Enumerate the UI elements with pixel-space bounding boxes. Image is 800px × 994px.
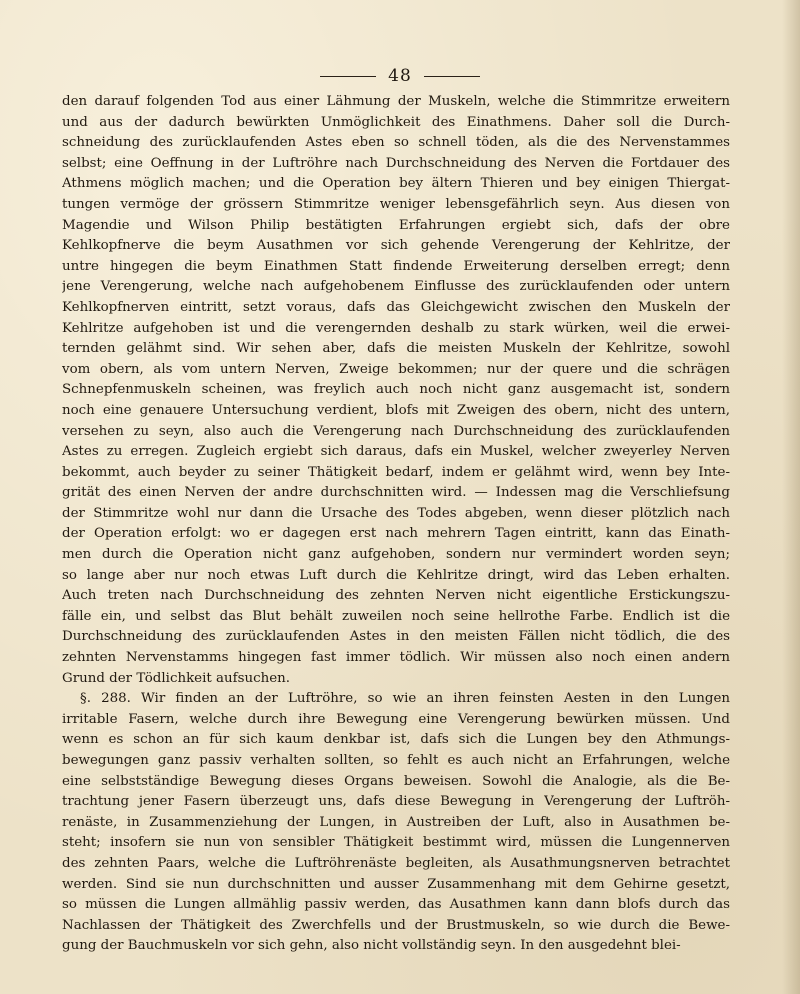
- page-edge-shadow: [782, 0, 800, 994]
- text-line: so lange aber nur noch etwas Luft durch die Kehlritze dringt, wird das Leben erhalten.: [62, 567, 730, 583]
- text-line: Athmens möglich machen; und die Operation bey ältern Thieren und bey einigen Thiergat-: [62, 176, 730, 192]
- paragraph-1: [62, 92, 730, 689]
- text-line: Nachlassen der Thätigkeit des Zwerchfells und der Brustmuskeln, so wie durch die Bewe-: [62, 917, 730, 933]
- text-line: jene Verengerung, welche nach aufgehobenem Einflusse des zurücklaufenden oder untern: [62, 279, 730, 295]
- text-line: bewegungen ganz passiv verhalten sollten, so fehlt es auch nicht an Erfahrungen, welche: [62, 753, 730, 768]
- text-line: Durchschneidung des zurücklaufenden Astes in den meisten Fällen nicht tödlich, die des: [62, 629, 730, 645]
- paragraph-2: [62, 689, 730, 957]
- text-line: versehen zu seyn, also auch die Verengerung nach Durchschneidung des zurücklaufenden: [62, 423, 730, 439]
- text-line: Grund der Tödlichkeit aufsuchen.: [62, 670, 291, 686]
- text-line: gung der Bauchmuskeln vor sich gehn, also nicht vollständig seyn. In den ausgedehnt blei-: [62, 938, 681, 954]
- text-line: grität des einen Nerven der andre durchschnitten wird. — Indessen mag die Verschliefsung: [62, 485, 730, 501]
- text-line: zehnten Nervenstamms hingegen fast immer tödlich. Wir müssen also noch einen andern: [62, 650, 730, 666]
- text-line: men durch die Operation nicht ganz aufgehoben, sondern nur vermindert worden seyn;: [62, 547, 730, 563]
- text-line: bekommt, auch beyder zu seiner Thätigkeit bedarf, indem er gelähmt wird, wenn bey Inte-: [62, 464, 730, 480]
- text-line: den darauf folgenden Tod aus einer Lähmung der Muskeln, welche die Stimmritze erweitern: [62, 94, 730, 109]
- text-line: der Stimmritze wohl nur dann die Ursache des Todes abgeben, wenn dieser plötzlich nach: [62, 505, 730, 521]
- text-line: Schnepfenmuskeln scheinen, was freylich auch noch nicht ganz ausgemacht ist, sondern: [62, 382, 730, 398]
- text-line: Kehlkopfnerven eintritt, setzt voraus, dafs das Gleichgewicht zwischen den Muskeln der: [62, 299, 730, 315]
- text-line: Kehlkopfnerve die beym Ausathmen vor sich gehende Verengerung der Kehlritze, der: [62, 238, 730, 254]
- page-header: [0, 66, 800, 86]
- text-line: renäste, in Zusammenziehung der Lungen, in Austreiben der Luft, also in Ausathmen be-: [62, 814, 730, 830]
- text-line: vom obern, als vom untern Nerven, Zweige bekommen; nur der quere und die schrägen: [62, 361, 730, 377]
- text-line: irritable Fasern, welche durch ihre Bewegung eine Verengerung bewürken müssen. Und: [62, 711, 730, 727]
- text-line: Auch treten nach Durchschneidung des zehnten Nerven nicht eigentliche Erstickungszu-: [62, 588, 730, 604]
- text-line: selbst; eine Oeffnung in der Luftröhre nach Durchschneidung des Nerven die Fortdauer des: [62, 155, 730, 171]
- text-line: wenn es schon an für sich kaum denkbar ist, dafs sich die Lungen bey den Athmungs-: [62, 732, 730, 748]
- text-line: und aus der dadurch bewürkten Unmöglichkeit des Einathmens. Daher soll die Durch-: [62, 114, 730, 130]
- text-line: untre hingegen die beym Einathmen Statt findende Erweiterung derselben erregt; denn: [62, 258, 730, 274]
- header-rule-left: [320, 76, 376, 77]
- body-text: [62, 92, 730, 957]
- text-line: fälle ein, und selbst das Blut behält zuweilen noch seine hellrothe Farbe. Endlich ist die: [62, 608, 730, 624]
- text-line: ternden gelähmt sind. Wir sehen aber, dafs die meisten Muskeln der Kehlritze, sowohl: [62, 341, 730, 357]
- text-line: §. 288. Wir finden an der Luftröhre, so wie an ihren feinsten Aesten in den Lungen: [80, 691, 730, 707]
- text-line: schneidung des zurücklaufenden Astes eben so schnell töden, als die des Nervenstammes: [62, 135, 730, 151]
- text-line: noch eine genauere Untersuchung verdient, blofs mit Zweigen des obern, nicht des untern,: [62, 402, 730, 418]
- text-line: der Operation erfolgt: wo er dagegen erst nach mehrern Tagen eintritt, kann das Einath-: [62, 526, 730, 542]
- text-line: steht; insofern sie nun von sensibler Thätigkeit bestimmt wird, müssen die Lungennerven: [62, 835, 730, 851]
- text-line: des zehnten Paars, welche die Luftröhrenäste begleiten, als Ausathmungsnerven betrachtet: [62, 855, 730, 871]
- text-line: Magendie und Wilson Philip bestätigten Erfahrungen ergiebt sich, dafs der obre: [62, 217, 730, 233]
- text-line: werden. Sind sie nun durchschnitten und ausser Zusammenhang mit dem Gehirne gesetzt,: [62, 876, 730, 892]
- text-line: tungen vermöge der grössern Stimmritze weniger lebensgefährlich seyn. Aus diesen von: [62, 196, 730, 212]
- text-line: Astes zu erregen. Zugleich ergiebt sich daraus, dafs ein Muskel, welcher zweyerley Nerven: [62, 444, 730, 460]
- text-line: Kehlritze aufgehoben ist und die verengernden deshalb zu stark würken, weil die erwei-: [62, 320, 730, 336]
- page-number: 48: [388, 66, 412, 86]
- text-line: trachtung jener Fasern überzeugt uns, dafs diese Bewegung in Verengerung der Luftröh-: [62, 794, 730, 810]
- text-line: so müssen die Lungen allmählig passiv werden, das Ausathmen kann dann blofs durch das: [62, 897, 730, 913]
- text-line: eine selbstständige Bewegung dieses Organs beweisen. Sowohl die Analogie, als die Be-: [62, 773, 730, 789]
- header-rule-right: [424, 76, 480, 77]
